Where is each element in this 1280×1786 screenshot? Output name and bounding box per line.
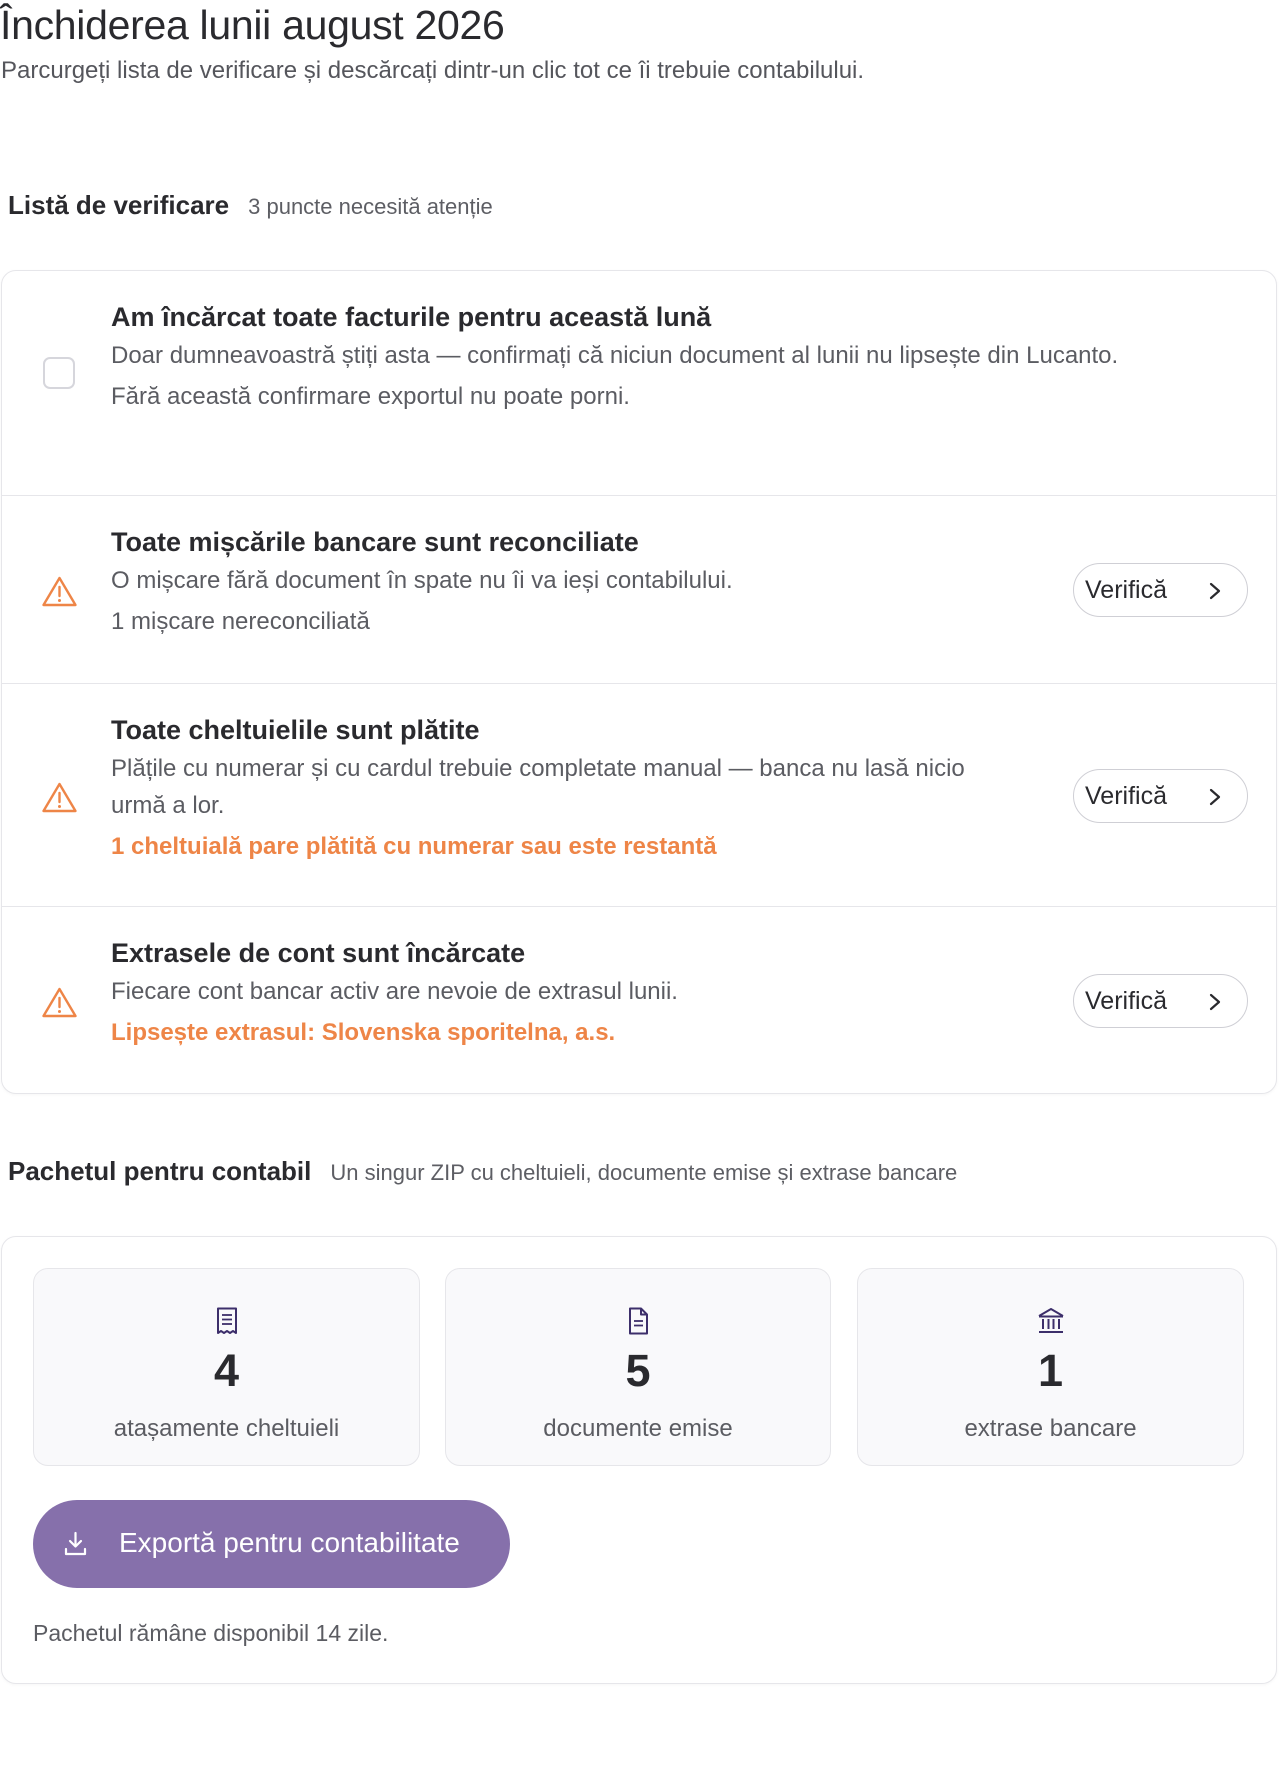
stat-value: 4: [213, 1345, 240, 1396]
stat-label: atașamente cheltuieli: [113, 1415, 340, 1442]
verify-button-label: Verifică: [1085, 575, 1167, 604]
chevron-right-icon: [1206, 787, 1224, 807]
verify-button[interactable]: [1073, 974, 1248, 1028]
package-header: [8, 1156, 957, 1187]
checklist-item-title: Extrasele de cont sunt încărcate: [111, 938, 526, 968]
export-button[interactable]: [33, 1500, 510, 1588]
checklist-item-invoices: [2, 271, 1276, 495]
document-icon: [623, 1306, 653, 1336]
checklist-item-description: O mișcare fără document în spate nu îi va ieși contabilului.: [111, 567, 733, 594]
stat-value: 5: [625, 1345, 651, 1396]
checklist-item-expenses-paid: [2, 683, 1276, 906]
chevron-right-icon: [1206, 992, 1224, 1012]
checklist-item-bank-reconciliation: [2, 495, 1276, 683]
warning-icon: [41, 575, 78, 608]
verify-button-label: Verifică: [1085, 781, 1167, 810]
package-footnote: Pachetul rămâne disponibil 14 zile.: [33, 1620, 389, 1646]
checklist-item-description: Doar dumneavoastră știți asta — confirmați că niciun document al lunii nu lipsește din Lucanto.: [111, 342, 1119, 369]
checklist-item-description: Fiecare cont bancar activ are nevoie de extrasul lunii.: [111, 978, 678, 1005]
checklist-item-note: 1 mișcare nereconciliată: [111, 608, 370, 635]
verify-button[interactable]: [1073, 769, 1248, 823]
stat-value: 1: [1037, 1345, 1064, 1396]
verify-button[interactable]: [1073, 563, 1248, 617]
checklist-item-title: Toate cheltuielile sunt plătite: [111, 715, 480, 745]
verify-button-label: Verifică: [1085, 986, 1167, 1015]
bank-icon: [1036, 1306, 1066, 1336]
package-heading: Pachetul pentru contabil: [8, 1156, 312, 1186]
page-title: Închiderea lunii august 2026: [0, 2, 505, 48]
checklist-item-body: [111, 715, 1011, 861]
confirm-checkbox[interactable]: [43, 357, 75, 389]
checklist-heading: Listă de verificare: [8, 190, 230, 220]
export-button-label: Exportă pentru contabilitate: [119, 1527, 460, 1558]
receipt-icon: [212, 1306, 242, 1336]
chevron-right-icon: [1206, 581, 1224, 601]
page-subtitle: Parcurgeți lista de verificare și descărcați dintr-un clic tot ce îi trebuie contabilului.: [1, 57, 865, 84]
package-summary: Un singur ZIP cu cheltuieli, documente emise și extrase bancare: [330, 1160, 958, 1185]
checklist-item-note: Fără această confirmare exportul nu poate porni.: [111, 383, 630, 410]
checklist-item-title: Am încărcat toate facturile pentru această lună: [111, 302, 712, 332]
package-card: [1, 1236, 1277, 1684]
checklist-item-alert: Lipsește extrasul: Slovenska sporitelna, a.s.: [111, 1019, 616, 1046]
checklist-card: [1, 270, 1277, 1094]
checklist-item-title: Toate mișcările bancare sunt reconciliate: [111, 527, 639, 557]
warning-icon: [41, 986, 78, 1019]
download-icon: [62, 1530, 89, 1557]
stat-issued-documents: [445, 1268, 831, 1466]
warning-icon: [41, 781, 78, 814]
checklist-item-body: [111, 938, 678, 1047]
checklist-summary: 3 puncte necesită atenție: [248, 194, 493, 219]
checklist-item-bank-statements: [2, 906, 1276, 1095]
stat-label: documente emise: [543, 1415, 733, 1442]
checklist-item-description: Plățile cu numerar și cu cardul trebuie completate manual — banca nu lasă nicio urmă a lor.: [111, 755, 965, 819]
stat-label: extrase bancare: [964, 1415, 1137, 1442]
checklist-header: [8, 190, 493, 221]
stat-bank-statements: [857, 1268, 1244, 1466]
checklist-item-body: [111, 527, 733, 636]
checklist-item-alert: 1 cheltuială pare plătită cu numerar sau este restantă: [111, 833, 717, 860]
stat-expense-attachments: [33, 1268, 420, 1466]
checklist-item-body: [111, 302, 1131, 411]
